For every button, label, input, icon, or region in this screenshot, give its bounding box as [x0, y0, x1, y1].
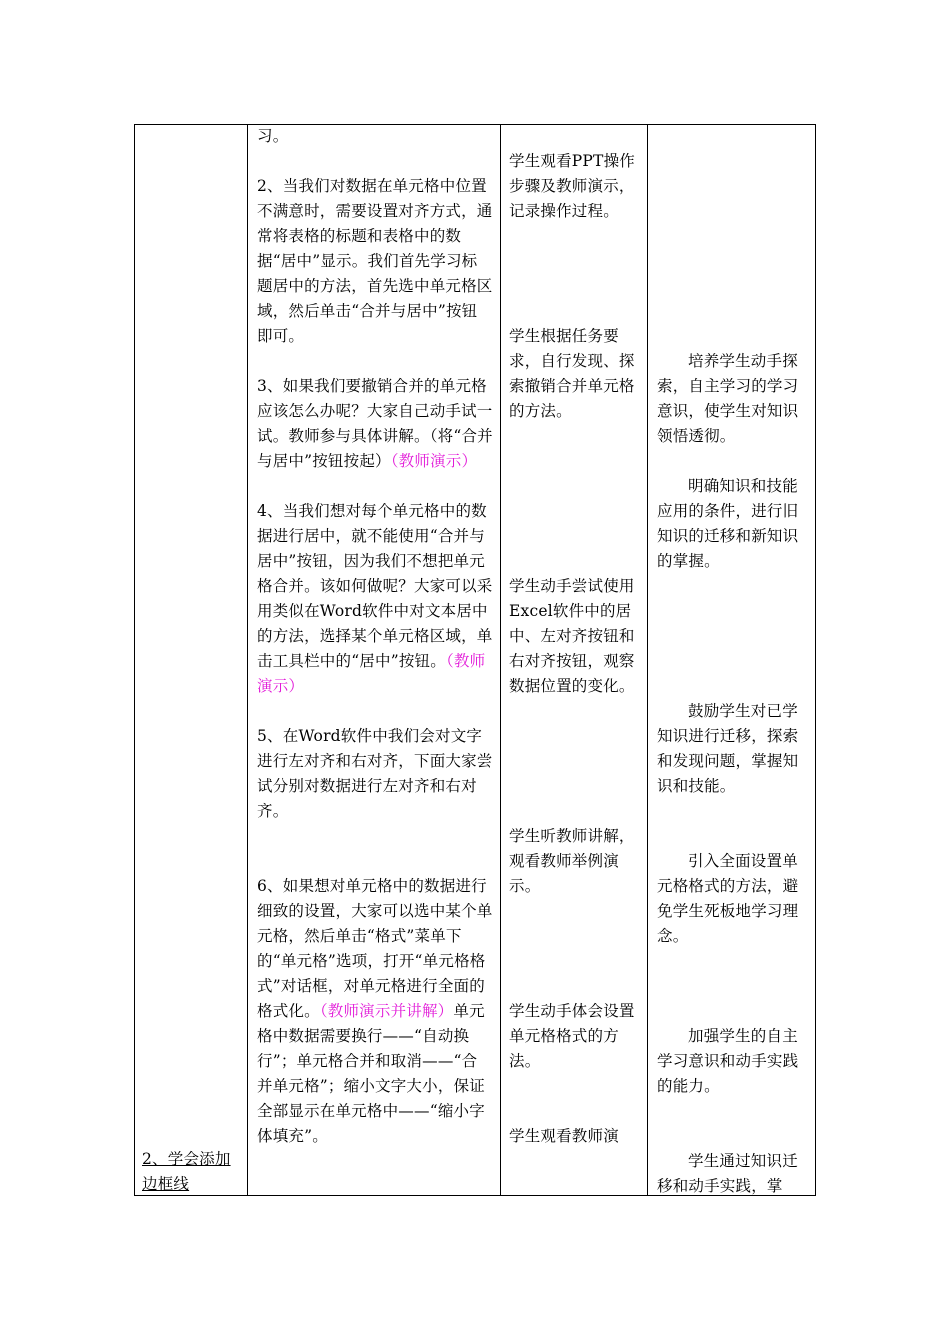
table-right-border — [815, 124, 816, 1196]
step-2-text: 2、当我们对数据在单元格中位置不满意时，需要设置对齐方式，通常将表格的标题和表格中的数据“居中”显示。我们首先学习标题居中的方法，首先选中单元格区域，然后单击“合并与居中”按钮即可。 — [257, 177, 493, 345]
design-intent-5: 加强学生的自主学习意识和动手实践的能力。 — [657, 1027, 799, 1095]
paragraph-step-5 — [257, 724, 493, 824]
paragraph-step-4 — [257, 499, 493, 699]
table-left-border — [134, 124, 135, 1196]
paragraph-step-2 — [257, 174, 493, 349]
step-6-text-b: 单元格中数据需要换行——“自动换行”；单元格合并和取消——“合并单元格”；缩小文字大小，保证全部显示在单元格中——“缩小字体填充”。 — [257, 1002, 485, 1145]
column-4-cell — [657, 349, 809, 1199]
student-activity-5: 学生动手体会设置单元格格式的方法。 — [509, 1002, 635, 1070]
column-1-cell — [142, 1147, 242, 1197]
paragraph-continuation: 习。 — [257, 127, 289, 145]
student-activity-1: 学生观看PPT操作步骤及教师演示，记录操作过程。 — [509, 152, 635, 220]
column-3-cell — [509, 149, 641, 1149]
design-intent-1: 培养学生动手探索，自主学习的学习意识，使学生对知识领悟透彻。 — [657, 352, 799, 445]
design-intent-3: 鼓励学生对已学知识进行迁移，探索和发现问题，掌握知识和技能。 — [657, 702, 799, 795]
section-heading: 2、学会添加边框线 — [142, 1150, 231, 1193]
student-activity-4: 学生听教师讲解，观看教师举例演示。 — [509, 827, 635, 895]
step-4-text: 4、当我们想对每个单元格中的数据进行居中，就不能使用“合并与居中”按钮，因为我们不想把单元格合并。该如何做呢？大家可以采用类似在Word软件中对文本居中的方法，选择某个单元格区域，单击工具栏中的“居中”按钮。 — [257, 502, 493, 670]
design-intent-2: 明确知识和技能应用的条件，进行旧知识的迁移和新知识的掌握。 — [657, 477, 799, 570]
design-intent-6: 学生通过知识迁移和动手实践，掌 — [657, 1152, 798, 1195]
column-divider-3 — [647, 124, 648, 1196]
step-6-note: （教师演示并讲解） — [319, 1002, 454, 1020]
column-divider-1 — [247, 124, 248, 1196]
paragraph-step-6 — [257, 874, 493, 1149]
step-5-text: 5、在Word软件中我们会对文字进行左对齐和右对齐，下面大家尝试分别对数据进行左对齐和右对齐。 — [257, 727, 493, 820]
step-6-text-a: 6、如果想对单元格中的数据进行细致的设置，大家可以选中某个单元格，然后单击“格式”菜单下的“单元格”选项，打开“单元格格式”对话框，对单元格进行全面的格式化。 — [257, 877, 493, 1020]
step-3-note: （教师演示） — [390, 452, 478, 470]
design-intent-4: 引入全面设置单元格格式的方法，避免学生死板地学习理念。 — [657, 852, 799, 945]
student-activity-3: 学生动手尝试使用Excel软件中的居中、左对齐按钮和右对齐按钮，观察数据位置的变化。 — [509, 577, 635, 695]
step-3-text: 3、如果我们要撤销合并的单元格应该怎么办呢？大家自己动手试一试。教师参与具体讲解。（将“合并与居中”按钮按起） — [257, 377, 493, 470]
paragraph-step-3 — [257, 374, 493, 474]
student-activity-2: 学生根据任务要求，自行发现、探索撤销合并单元格的方法。 — [509, 327, 635, 420]
column-divider-2 — [500, 124, 501, 1196]
step-4-note: （教师演示） — [257, 652, 486, 695]
student-activity-6: 学生观看教师演 — [509, 1127, 619, 1145]
column-2-cell — [257, 124, 493, 1149]
